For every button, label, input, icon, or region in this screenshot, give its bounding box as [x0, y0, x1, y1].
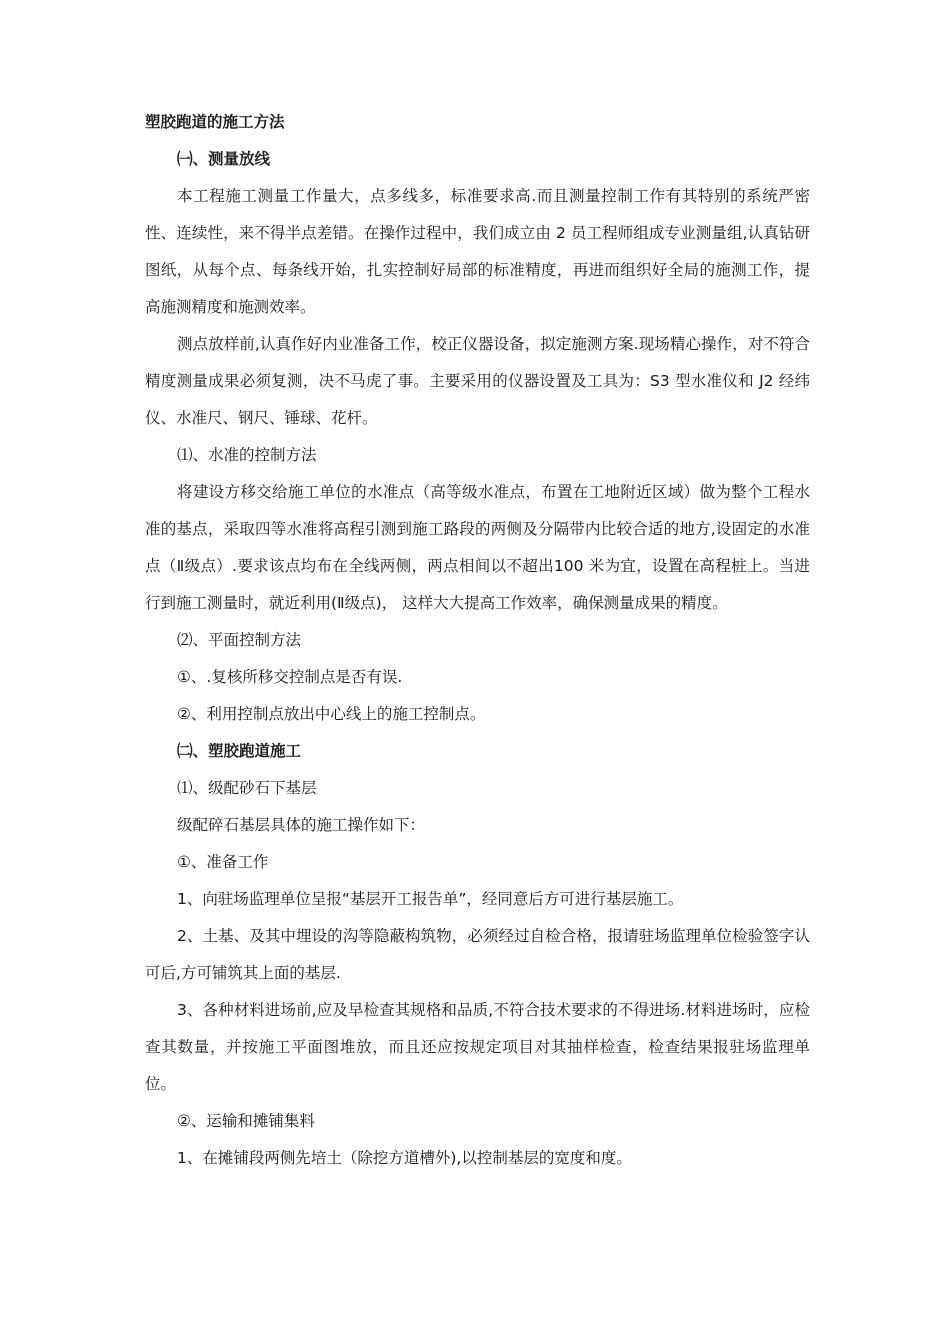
paragraph: 将建设方移交给施工单位的水准点（高等级水准点，布置在工地附近区域）做为整个工程水准的基点，采取四等水准将高程引测到施工路段的两侧及分隔带内比较合适的地方,设固定的水准点（Ⅱ级点）.要求该点均布在全线两侧，两点相间以不超出100 米为宜，设置在高程桩上。当进行到施工测量时，就近利用(Ⅱ级点)， 这样大大提高工作效率，确保测量成果的精度。: [145, 483, 810, 612]
list-item: ①、准备工作: [177, 853, 269, 871]
subsection-heading: ⑴、水准的控制方法: [177, 446, 317, 464]
list-item: 3、各种材料进场前,应及早检查其规格和品质,不符合技术要求的不得进场.材料进场时，应检查其数量，并按施工平面图堆放，而且还应按规定项目对其抽样检查，检查结果报驻场监理单位。: [145, 1001, 810, 1093]
paragraph: 级配碎石基层具体的施工操作如下：: [177, 816, 426, 834]
section-heading: ㈡、塑胶跑道施工: [177, 742, 302, 760]
list-item: 2、土基、及其中埋设的沟等隐蔽构筑物，必须经过自检合格，报请驻场监理单位检验签字认可后,方可铺筑其上面的基层.: [145, 927, 810, 982]
list-item: 1、在摊铺段两侧先培土（除挖方道槽外),以控制基层的宽度和度。: [177, 1149, 632, 1167]
document-body: [145, 104, 810, 1177]
list-item: ①、.复核所移交控制点是否有误.: [177, 668, 403, 686]
document-title: 塑胶跑道的施工方法: [145, 113, 285, 131]
section-heading: ㈠、测量放线: [177, 150, 271, 168]
paragraph: 测点放样前,认真作好内业准备工作，校正仪器设备，拟定施测方案.现场精心操作，对不符合精度测量成果必须复测，决不马虎了事。主要采用的仪器设置及工具为：S3 型水准仪和 J2 经纬仪、水准尺、钢尺、锤球、花杆。: [145, 335, 810, 427]
list-item: ②、利用控制点放出中心线上的施工控制点。: [177, 705, 486, 723]
list-item: 1、向驻场监理单位呈报“基层开工报告单”，经同意后方可进行基层施工。: [177, 890, 684, 908]
subsection-heading: ⑴、级配砂石下基层: [177, 779, 317, 797]
subsection-heading: ⑵、平面控制方法: [177, 631, 302, 649]
list-item: ②、运输和摊铺集料: [177, 1112, 315, 1130]
paragraph: 本工程施工测量工作量大，点多线多，标准要求高.而且测量控制工作有其特别的系统严密性、连续性，来不得半点差错。在操作过程中，我们成立由 2 员工程师组成专业测量组,认真钻研图纸，从每个点、每条线开始，扎实控制好局部的标准精度，再进而组织好全局的施测工作，提高施测精度和施测效率。: [145, 187, 810, 316]
